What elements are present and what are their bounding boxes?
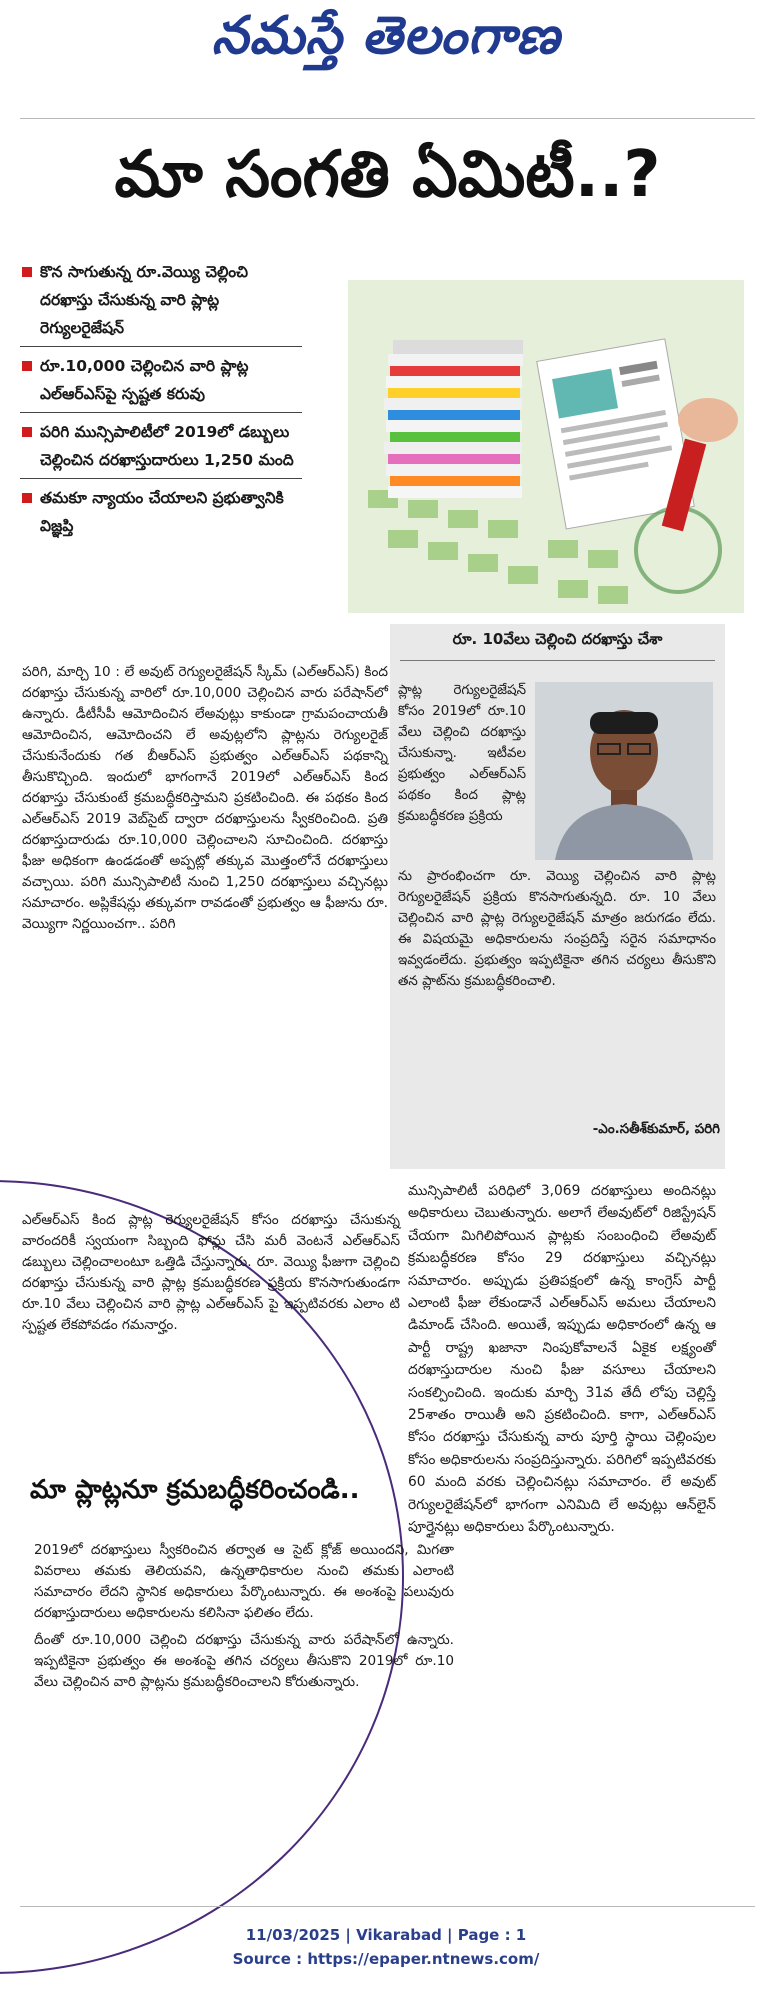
files-illustration (348, 280, 744, 613)
bullet-item: పరిగి మున్సిపాలిటీలో 2019లో డబ్బులు చెల్లించిన దరఖాస్తుదారులు 1,250 మంది (20, 418, 302, 479)
person-photo (535, 682, 713, 860)
left-paragraph: పరిగి, మార్చి 10 : లే అవుట్ రెగ్యులరైజేషన్ స్కీమ్ (ఎల్ఆర్ఎస్) కింద దరఖాస్తు చేసుకున్న వారిలో రూ.10,000 చెల్లించిన వారు పరేషాన్‌లో ఉన్నారు. డీటీసీపీ ఆమోదించిన లేఅవుట్లు కాకుండా గ్రామపంచాయతీ ఆమోదించిన, ఆమోదించని లే అవుట్లలోని ప్లాట్లను రెగ్యులరైజ్ చేసుకునేందుకు గత బీఆర్ఎస్ ప్రభుత్వం ఎల్ఆర్ఎస్ పథకాన్ని తీసుకొచ్చింది. ఇందులో భాగంగానే 2019లో ఎల్ఆర్ఎస్ కింద దరఖాస్తు చేసుకుంటే క్రమబద్ధీకరిస్తామని ప్రకటించింది. ఈ పథకం కింద ఎల్ఆర్ఎస్ 2019 వెబ్‌సైట్ ద్వారా దరఖాస్తులను స్వీకరించింది. ప్రతి దరఖాస్తుదారుడు రూ.10,000 చెల్లించాలని సూచించింది. దరఖాస్తు ఫీజు అధికంగా ఉండడంతో అప్పట్లో తక్కువ మొత్తంలోనే దరఖాస్తులు వచ్చాయి. పరిగి మున్సిపాలిటీ నుంచి 1,250 దరఖాస్తులు వచ్చినట్లు సమాచారం. అప్లికేషన్లు తక్కువగా రావడంతో ప్రభుత్వం ఆ ఫీజును రూ. వెయ్యిగా నిర్ణయించగా.. పరిగి (22, 664, 388, 932)
left-column-text (22, 662, 388, 941)
subheading: మా ప్లాట్లనూ క్రమబద్ధీకరించండి.. (30, 1475, 360, 1505)
footer-divider (20, 1906, 755, 1907)
footer-date: 11/03/2025 | Vikarabad | Page : 1 (245, 1926, 527, 1944)
quote-signature: -ఎం.సతీశ్‌కుమార్, పరిగి (592, 1122, 720, 1137)
left-paragraph-2: ఎల్ఆర్ఎస్ కింద ప్లాట్ల రెగ్యులరైజేషన్ కోసం దరఖాస్తు చేసుకున్న వారందరికీ స్వయంగా సిబ్బంది ఫోన్లు చేసి మరీ వెంటనే ఎల్ఆర్ఎస్ డబ్బులు చెల్లించాలంటూ ఒత్తిడి చేస్తున్నారు. రూ. వెయ్యి ఫీజుగా చెల్లించి దరఖాస్తు చేసుకున్న వారి ప్లాట్ల క్రమబద్ధీకరణ ప్రక్రియ కొనసాగుతుండగా రూ.10 వేలు చెల్లించిన వారి ప్లాట్ల ఎల్ఆర్ఎస్ పై ఇప్పటివరకు ఎలాం టి స్పష్టత లేకపోవడం గమనార్హం. (22, 1212, 400, 1333)
bullet-item: రూ.10,000 చెల్లించిన వారి ప్లాట్ల ఎల్ఆర్ఎస్‌పై స్పష్టత కరువు (20, 352, 302, 413)
masthead-divider (20, 118, 755, 119)
highlight-bullets (20, 258, 302, 549)
footer-source: Source : https://epaper.ntnews.com/ (232, 1950, 540, 1968)
quote-full-text: ను ప్రారంభించగా రూ. వెయ్యి చెల్లించిన వారి ప్లాట్ల రెగ్యులరైజేషన్ ప్రక్రియ కొనసాగుతున్నది. రూ. 10 వేలు చెల్లించిన వారి ప్లాట్ల రెగ్యులరైజేషన్ మాత్రం జరుగడం లేదు. ఈ విషయమై అధికారులను సంప్రదిస్తే సరైన సమాధానం ఇవ్వడంలేదు. ప్రభుత్వం ఇప్పటికైనా తగిన చర్యలు తీసుకొని తన ప్లాట్‌ను క్రమబద్ధీకరించాలి. (398, 869, 716, 989)
subsection-paragraph: 2019లో దరఖాస్తులు స్వీకరించిన తర్వాత ఆ సైట్ క్లోజ్ అయిందని, మిగతా వివరాలు తమకు తెలియవని, ఉన్నతాధికారుల నుంచి తమకు ఎలాంటి సమాచారం లేదని స్థానిక అధికారులు పేర్కొంటున్నారు. ఈ అంశంపై పలువురు దరఖాస్తుదారులు అధికారులను కలిసినా ఫలితం లేదు. (34, 1542, 454, 1621)
quote-box-divider (400, 660, 715, 661)
subsection-paragraph: దీంతో రూ.10,000 చెల్లించి దరఖాస్తు చేసుకున్న వారు పరేషాన్‌లో ఉన్నారు. ఇప్పటికైనా ప్రభుత్వం ఈ అంశంపై తగిన చర్యలు తీసుకొని 2019లో రూ.10 వేలు చెల్లించిన వారి ప్లాట్లను క్రమబద్ధీకరించాలని కోరుతున్నారు. (34, 1632, 454, 1690)
bullet-item: తమకూ న్యాయం చేయాలని ప్రభుత్వానికి విజ్ఞప్తి (20, 484, 302, 544)
masthead-logo: నమస్తే తెలంగాణ (211, 6, 561, 66)
left-lower-text (22, 1210, 400, 1342)
bullet-item: కొన సాగుతున్న రూ.వెయ్యి చెల్లించి దరఖాస్తు చేసుకున్న వారి ప్లాట్ల రెగ్యులరైజేషన్ (20, 258, 302, 347)
right-column-text: మున్సిపాలిటీ పరిధిలో 3,069 దరఖాస్తులు అందినట్లు అధికారులు చెబుతున్నారు. అలాగే లేఅవుట్‌లో రిజిస్ట్రేషన్ చేయగా మిగిలిపోయిన ప్లాట్లకు సంబంధించి లేఅవుట్ క్రమబద్ధీకరణ కోసం 29 దరఖాస్తులు వచ్చినట్లు సమాచారం. అప్పుడు ప్రతిపక్షంలో ఉన్న కాంగ్రెస్ పార్టీ ఎలాంటి ఫీజు లేకుండానే ఎల్ఆర్ఎస్ అమలు చేయాలని డిమాండ్ చేసింది. అయితే, ఇప్పుడు అధికారంలో ఉన్న ఆ పార్టీ రాష్ట్ర ఖజానా నింపుకోవాలనే ఏకైక లక్ష్యంతో దరఖాస్తుదారుల నుంచి ఫీజు వసూలు చేయాలని సంకల్పించింది. ఇందుకు మార్చి 31వ తేదీ లోపు చెల్లిస్తే 25శాతం రాయితీ అని ప్రకటించింది. కాగా, ఎల్ఆర్ఎస్ కోసం దరఖాస్తు చేసుకున్న వారు పూర్తి స్థాయి చెల్లింపుల కోసం అధికారులను సంప్రదిస్తున్నారు. పరిగిలో ఇప్పటివరకు 60 మంది వరకు చెల్లించినట్లు సమాచారం. లే అవుట్ రెగ్యులరైజేషన్‌లో భాగంగా ఎనిమిది లే అవుట్లు ఆన్‌లైన్ పూర్తైనట్లు అధికారులు పేర్కొంటున్నారు. (408, 1183, 716, 1536)
page-headline: మా సంగతి ఏమిటీ..? (114, 138, 661, 212)
quote-side-text: ప్లాట్ల రెగ్యులరైజేషన్ కోసం 2019లో రూ.10 వేలు చెల్లించి దరఖాస్తు చేసుకున్నా. ఇటీవల ప్రభుత్వం ఎల్ఆర్ఎస్ పథకం కింద ప్లాట్ల క్రమబద్ధీకరణ ప్రక్రియ (398, 683, 526, 824)
quote-box-title: రూ. 10వేలు చెల్లించి దరఖాస్తు చేశా (452, 630, 663, 648)
subsection-text (34, 1540, 454, 1699)
